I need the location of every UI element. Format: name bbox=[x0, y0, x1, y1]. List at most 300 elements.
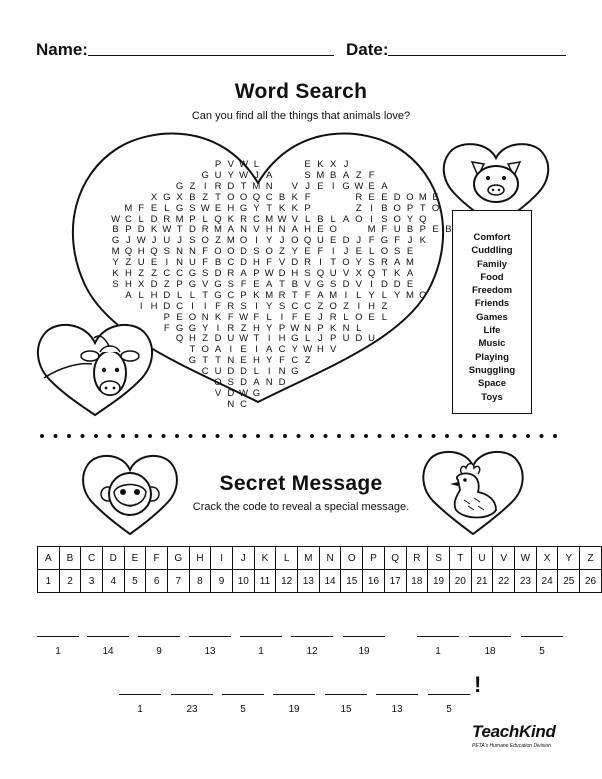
grid-letter: Z bbox=[343, 300, 349, 312]
cipher-letter-cell: T bbox=[449, 547, 471, 570]
grid-letter: R bbox=[214, 180, 222, 192]
grid-letter: D bbox=[393, 278, 401, 290]
grid-letter: U bbox=[188, 257, 196, 269]
answer-blank[interactable] bbox=[222, 694, 264, 695]
grid-letter: K bbox=[227, 213, 234, 225]
answer-blank[interactable] bbox=[87, 636, 129, 637]
grid-letter: S bbox=[330, 278, 337, 290]
divider-dot bbox=[216, 434, 220, 438]
grid-letter: P bbox=[406, 202, 414, 214]
divider-dot bbox=[472, 434, 476, 438]
logo-tagline: PETA's Humane Education Division bbox=[472, 743, 551, 749]
grid-letter: K bbox=[419, 235, 426, 247]
grid-letter: C bbox=[304, 300, 312, 312]
cipher-letter-cell: S bbox=[428, 547, 450, 570]
grid-letter: T bbox=[381, 268, 388, 279]
grid-letter: D bbox=[278, 268, 286, 279]
grid-letter: Q bbox=[175, 333, 184, 345]
divider-dot bbox=[54, 434, 58, 438]
grid-letter: H bbox=[252, 257, 260, 269]
grid-letter: K bbox=[214, 311, 222, 323]
grid-letter: O bbox=[342, 257, 350, 269]
grid-letter: Q bbox=[367, 268, 376, 279]
grid-letter: R bbox=[304, 257, 312, 269]
grid-letter: Y bbox=[266, 235, 273, 247]
answer-code-number: 5 bbox=[539, 646, 545, 657]
cipher-letter-cell: A bbox=[38, 547, 60, 570]
cipher-number-cell: 7 bbox=[167, 570, 189, 593]
grid-letter: G bbox=[316, 278, 325, 290]
grid-letter: I bbox=[280, 311, 284, 323]
grid-letter: O bbox=[355, 311, 363, 323]
grid-letter: T bbox=[266, 202, 273, 214]
grid-letter: F bbox=[381, 224, 388, 236]
divider-dot bbox=[351, 434, 355, 438]
grid-letter: F bbox=[368, 169, 375, 181]
cipher-letter-cell: F bbox=[146, 547, 168, 570]
grid-letter: L bbox=[164, 202, 170, 214]
grid-letter: S bbox=[253, 246, 260, 258]
grid-letter: V bbox=[278, 257, 286, 269]
grid-letter: E bbox=[240, 355, 247, 367]
grid-letter: O bbox=[188, 311, 197, 323]
grid-letter: W bbox=[162, 224, 172, 236]
divider-dot bbox=[378, 434, 382, 438]
grid-letter: J bbox=[254, 169, 259, 181]
answer-blank[interactable] bbox=[428, 694, 470, 695]
answer-blank[interactable] bbox=[37, 636, 79, 637]
cipher-number-cell: 26 bbox=[580, 570, 602, 593]
grid-letter: B bbox=[381, 202, 388, 214]
grid-letter: K bbox=[394, 268, 401, 279]
divider-dot bbox=[459, 434, 463, 438]
word-list-item: Cuddling bbox=[471, 245, 513, 257]
grid-letter: V bbox=[214, 387, 222, 399]
grid-letter: C bbox=[291, 355, 299, 367]
grid-letter: G bbox=[175, 202, 184, 214]
cipher-number-cell: 10 bbox=[232, 570, 254, 593]
grid-letter: L bbox=[330, 213, 336, 225]
grid-letter: L bbox=[356, 289, 362, 301]
answer-blank[interactable] bbox=[119, 694, 161, 695]
grid-letter: Y bbox=[394, 289, 401, 301]
cipher-number-cell: 24 bbox=[536, 570, 558, 593]
answer-code-number: 19 bbox=[358, 646, 370, 657]
grid-letter: O bbox=[406, 191, 414, 203]
answer-blank[interactable] bbox=[376, 694, 418, 695]
grid-letter: Q bbox=[252, 191, 261, 203]
word-list-item: Space bbox=[478, 378, 506, 390]
cipher-number-cell: 11 bbox=[254, 570, 276, 593]
cipher-letter-cell: I bbox=[211, 547, 233, 570]
answer-code-number: 12 bbox=[306, 646, 318, 657]
cipher-number-cell: 18 bbox=[406, 570, 428, 593]
grid-letter: Q bbox=[303, 235, 312, 247]
grid-letter: Q bbox=[419, 213, 427, 225]
grid-letter: F bbox=[368, 235, 375, 247]
grid-letter: Y bbox=[266, 300, 273, 312]
grid-letter: F bbox=[138, 202, 145, 214]
cipher-number-cell: 6 bbox=[146, 570, 168, 593]
answer-code-number: 5 bbox=[446, 704, 452, 715]
grid-letter: T bbox=[176, 224, 183, 236]
grid-letter: N bbox=[176, 246, 184, 258]
answer-code-number: 1 bbox=[435, 646, 441, 657]
grid-letter: U bbox=[368, 333, 376, 345]
divider-dot bbox=[310, 434, 314, 438]
grid-letter: G bbox=[239, 202, 248, 214]
grid-letter: I bbox=[331, 180, 335, 192]
name-label: Name: bbox=[36, 40, 88, 59]
grid-letter: C bbox=[278, 344, 286, 356]
divider-dot bbox=[162, 434, 166, 438]
grid-letter: M bbox=[252, 180, 261, 192]
divider-dot bbox=[94, 434, 98, 438]
grid-letter: K bbox=[112, 268, 119, 279]
answer-blank[interactable] bbox=[469, 636, 511, 637]
grid-letter: U bbox=[163, 235, 171, 247]
grid-letter: X bbox=[138, 278, 145, 290]
divider-dot bbox=[513, 434, 517, 438]
grid-letter: J bbox=[318, 311, 323, 323]
grid-letter: F bbox=[266, 257, 273, 269]
grid-letter: R bbox=[163, 213, 171, 225]
cipher-letter-row bbox=[38, 547, 602, 570]
divider-dot bbox=[67, 434, 71, 438]
grid-letter: R bbox=[380, 257, 388, 269]
grid-letter: W bbox=[239, 169, 249, 181]
grid-letter: N bbox=[278, 366, 286, 378]
grid-letter: F bbox=[291, 311, 298, 323]
grid-letter: O bbox=[227, 191, 235, 203]
word-list-item: Friends bbox=[474, 298, 510, 310]
grid-letter: J bbox=[126, 235, 131, 247]
grid-letter: D bbox=[150, 213, 158, 225]
grid-letter: W bbox=[111, 213, 121, 225]
answer-blank[interactable] bbox=[273, 694, 315, 695]
grid-letter: W bbox=[277, 213, 287, 225]
grid-letter: F bbox=[227, 311, 234, 323]
grid-letter: I bbox=[331, 246, 335, 258]
grid-letter: I bbox=[191, 300, 194, 312]
grid-letter: P bbox=[278, 322, 286, 334]
grid-letter: O bbox=[393, 202, 401, 214]
answer-code-number: 13 bbox=[391, 704, 403, 715]
grid-letter: C bbox=[227, 289, 235, 301]
grid-letter: M bbox=[406, 257, 414, 269]
grid-letter: I bbox=[203, 180, 207, 192]
answer-blank[interactable] bbox=[138, 636, 180, 637]
grid-letter: M bbox=[265, 213, 274, 225]
grid-letter: S bbox=[304, 169, 311, 181]
grid-letter: S bbox=[189, 235, 196, 247]
grid-letter: K bbox=[330, 322, 337, 334]
grid-letter: R bbox=[278, 289, 286, 301]
cipher-number-cell: 25 bbox=[558, 570, 580, 593]
grid-letter: H bbox=[188, 333, 196, 345]
word-list-item: Food bbox=[480, 271, 504, 283]
grid-letter: I bbox=[344, 289, 348, 301]
grid-letter: O bbox=[380, 246, 389, 258]
cipher-letter-cell: J bbox=[232, 547, 254, 570]
divider-dot bbox=[283, 434, 287, 438]
cipher-number-row bbox=[38, 570, 602, 593]
answer-code-number: 1 bbox=[258, 646, 264, 657]
grid-letter: C bbox=[227, 257, 235, 269]
cow-icon bbox=[34, 318, 156, 418]
divider-dot bbox=[297, 434, 301, 438]
grid-letter: U bbox=[214, 169, 222, 181]
grid-letter: M bbox=[175, 213, 184, 225]
grid-letter: Y bbox=[112, 257, 119, 269]
grid-letter: D bbox=[163, 289, 171, 301]
grid-letter: W bbox=[239, 159, 249, 170]
grid-letter: C bbox=[163, 268, 171, 279]
cipher-letter-cell: V bbox=[493, 547, 515, 570]
grid-letter: G bbox=[163, 191, 171, 203]
grid-letter: P bbox=[163, 311, 170, 323]
answer-blank[interactable] bbox=[417, 636, 459, 637]
grid-letter: O bbox=[355, 213, 363, 225]
grid-letter: T bbox=[202, 289, 209, 301]
grid-letter: V bbox=[304, 278, 311, 290]
grid-letter: F bbox=[240, 278, 247, 290]
grid-letter: P bbox=[240, 289, 247, 301]
grid-letter: Z bbox=[202, 191, 209, 203]
grid-letter: A bbox=[342, 213, 350, 225]
grid-letter: M bbox=[329, 289, 338, 301]
cipher-number-cell: 12 bbox=[276, 570, 298, 593]
grid-letter: M bbox=[265, 289, 274, 301]
grid-letter: E bbox=[381, 191, 388, 203]
grid-letter: L bbox=[368, 246, 375, 258]
grid-letter: G bbox=[188, 278, 197, 290]
grid-letter: H bbox=[124, 268, 132, 279]
grid-letter: I bbox=[370, 202, 373, 214]
cipher-letter-cell: K bbox=[254, 547, 276, 570]
grid-letter: T bbox=[419, 202, 426, 214]
grid-letter: I bbox=[255, 300, 258, 312]
cipher-number-cell: 23 bbox=[515, 570, 537, 593]
grid-letter: S bbox=[202, 268, 209, 279]
grid-letter: W bbox=[239, 311, 249, 323]
grid-letter: R bbox=[201, 224, 209, 236]
grid-letter: Y bbox=[406, 213, 414, 225]
grid-letter: O bbox=[393, 213, 401, 225]
grid-letter: S bbox=[304, 268, 311, 279]
grid-letter: Z bbox=[355, 169, 362, 181]
word-list-item: Music bbox=[478, 338, 506, 350]
grid-letter: O bbox=[201, 235, 209, 247]
divider-dot bbox=[432, 434, 436, 438]
cipher-number-cell: 15 bbox=[341, 570, 363, 593]
grid-letter: G bbox=[291, 366, 299, 378]
grid-letter: S bbox=[278, 300, 286, 312]
grid-letter: Z bbox=[189, 180, 196, 192]
grid-letter: O bbox=[431, 202, 440, 214]
grid-letter: K bbox=[317, 159, 324, 170]
grid-letter: L bbox=[138, 213, 144, 225]
grid-letter: F bbox=[304, 191, 311, 203]
grid-letter: Q bbox=[124, 246, 133, 258]
grid-letter: C bbox=[252, 213, 260, 225]
grid-letter: D bbox=[342, 235, 350, 247]
grid-letter: O bbox=[265, 246, 273, 258]
grid-letter: X bbox=[330, 159, 337, 170]
cipher-number-cell: 21 bbox=[471, 570, 493, 593]
grid-letter: W bbox=[200, 202, 210, 214]
cipher-letter-cell: U bbox=[471, 547, 493, 570]
grid-letter: M bbox=[111, 246, 120, 258]
divider-dot bbox=[553, 434, 557, 438]
grid-letter: U bbox=[227, 333, 235, 345]
grid-letter: E bbox=[368, 311, 375, 323]
answer-blank[interactable] bbox=[325, 694, 367, 695]
grid-letter: G bbox=[188, 355, 197, 367]
divider-dot bbox=[148, 434, 152, 438]
cipher-letter-cell: M bbox=[298, 547, 320, 570]
grid-letter: U bbox=[214, 366, 222, 378]
grid-letter: Y bbox=[202, 322, 209, 334]
grid-letter: G bbox=[188, 268, 197, 279]
grid-letter: Y bbox=[266, 355, 273, 367]
grid-letter: D bbox=[214, 333, 222, 345]
grid-letter: N bbox=[342, 322, 350, 334]
grid-letter: Y bbox=[266, 322, 273, 334]
grid-letter: U bbox=[329, 268, 337, 279]
answer-code-number: 9 bbox=[156, 646, 162, 657]
grid-letter: E bbox=[368, 191, 375, 203]
grid-letter: D bbox=[355, 333, 363, 345]
grid-letter: B bbox=[445, 224, 452, 236]
divider-dot bbox=[202, 434, 206, 438]
grid-letter: E bbox=[304, 311, 311, 323]
answer-blank[interactable] bbox=[240, 636, 282, 637]
grid-letter: E bbox=[317, 180, 324, 192]
grid-letter: H bbox=[291, 268, 299, 279]
grid-letter: F bbox=[253, 311, 260, 323]
word-list-item: Family bbox=[476, 258, 508, 270]
grid-letter: N bbox=[188, 246, 196, 258]
grid-letter: S bbox=[240, 300, 247, 312]
divider-dot bbox=[40, 434, 44, 438]
grid-letter: T bbox=[291, 289, 298, 301]
grid-letter: J bbox=[151, 235, 157, 247]
cipher-number-cell: 19 bbox=[428, 570, 450, 593]
grid-letter: F bbox=[304, 289, 311, 301]
grid-letter: I bbox=[267, 333, 271, 345]
grid-letter: H bbox=[252, 355, 260, 367]
answer-code-number: 1 bbox=[55, 646, 61, 657]
grid-letter: Z bbox=[304, 355, 311, 367]
grid-letter: E bbox=[240, 344, 247, 356]
grid-letter: E bbox=[406, 278, 414, 290]
grid-letter: P bbox=[317, 322, 324, 334]
grid-letter: F bbox=[163, 322, 170, 334]
grid-letter: G bbox=[175, 180, 184, 192]
grid-letter: H bbox=[368, 300, 376, 312]
grid-letter: E bbox=[214, 202, 222, 214]
grid-letter: P bbox=[330, 333, 337, 345]
grid-letter: Y bbox=[227, 169, 234, 181]
grid-letter: J bbox=[343, 159, 349, 170]
grid-letter: D bbox=[240, 377, 248, 388]
cipher-letter-cell: X bbox=[536, 547, 558, 570]
grid-letter: W bbox=[239, 387, 249, 399]
grid-letter: N bbox=[265, 377, 273, 388]
divider-dot bbox=[175, 434, 179, 438]
cipher-letter-cell: Z bbox=[580, 547, 602, 570]
divider-dot bbox=[121, 434, 125, 438]
grid-letter: Z bbox=[317, 300, 324, 312]
grid-letter: O bbox=[239, 235, 248, 247]
grid-letter: N bbox=[278, 224, 286, 236]
divider-dot bbox=[486, 434, 490, 438]
grid-letter: T bbox=[215, 191, 221, 203]
grid-letter: V bbox=[342, 268, 350, 279]
grid-letter: H bbox=[252, 322, 260, 334]
word-list-item: Games bbox=[476, 311, 508, 323]
grid-letter: R bbox=[355, 191, 363, 203]
grid-letter: U bbox=[137, 257, 145, 269]
cipher-number-cell: 14 bbox=[319, 570, 341, 593]
grid-letter: I bbox=[319, 257, 322, 269]
grid-letter: V bbox=[355, 278, 362, 290]
grid-letter: B bbox=[214, 257, 222, 269]
grid-letter: W bbox=[303, 344, 313, 356]
cipher-letter-cell: Q bbox=[384, 547, 406, 570]
cipher-letter-cell: Y bbox=[558, 547, 580, 570]
cipher-letter-cell: D bbox=[102, 547, 124, 570]
answer-blank[interactable] bbox=[189, 636, 231, 637]
answer-blank[interactable] bbox=[521, 636, 563, 637]
chicken-icon bbox=[418, 446, 528, 538]
grid-letter: A bbox=[406, 268, 414, 279]
answer-blank[interactable] bbox=[291, 636, 333, 637]
grid-letter: A bbox=[394, 257, 401, 269]
grid-letter: K bbox=[253, 289, 260, 301]
secret-message-subtitle: Crack the code to reveal a special message. bbox=[192, 501, 410, 513]
grid-letter: Y bbox=[368, 289, 375, 301]
grid-letter: Q bbox=[150, 246, 158, 258]
grid-letter: C bbox=[176, 300, 184, 312]
answer-blank[interactable] bbox=[171, 694, 213, 695]
cipher-letter-cell: W bbox=[515, 547, 537, 570]
grid-letter: U bbox=[393, 224, 401, 236]
grid-letter: P bbox=[304, 202, 311, 214]
exclamation-mark: ! bbox=[474, 672, 482, 697]
grid-letter: M bbox=[367, 224, 376, 236]
grid-letter: B bbox=[317, 213, 324, 225]
grid-letter: J bbox=[318, 333, 323, 345]
grid-letter: Z bbox=[163, 278, 170, 290]
divider-dot bbox=[135, 434, 139, 438]
grid-letter: Y bbox=[253, 202, 260, 214]
grid-letter: B bbox=[291, 278, 298, 290]
divider-dot bbox=[391, 434, 395, 438]
answer-blank[interactable] bbox=[343, 636, 385, 637]
grid-letter: S bbox=[189, 202, 196, 214]
grid-letter: C bbox=[176, 268, 184, 279]
grid-letter: D bbox=[188, 224, 196, 236]
cipher-table bbox=[37, 546, 602, 593]
grid-letter: V bbox=[291, 180, 298, 192]
grid-letter: F bbox=[279, 355, 285, 367]
grid-letter: I bbox=[165, 257, 169, 269]
cipher-letter-cell: O bbox=[341, 547, 363, 570]
grid-letter: S bbox=[394, 246, 401, 258]
cipher-number-cell: 13 bbox=[298, 570, 320, 593]
